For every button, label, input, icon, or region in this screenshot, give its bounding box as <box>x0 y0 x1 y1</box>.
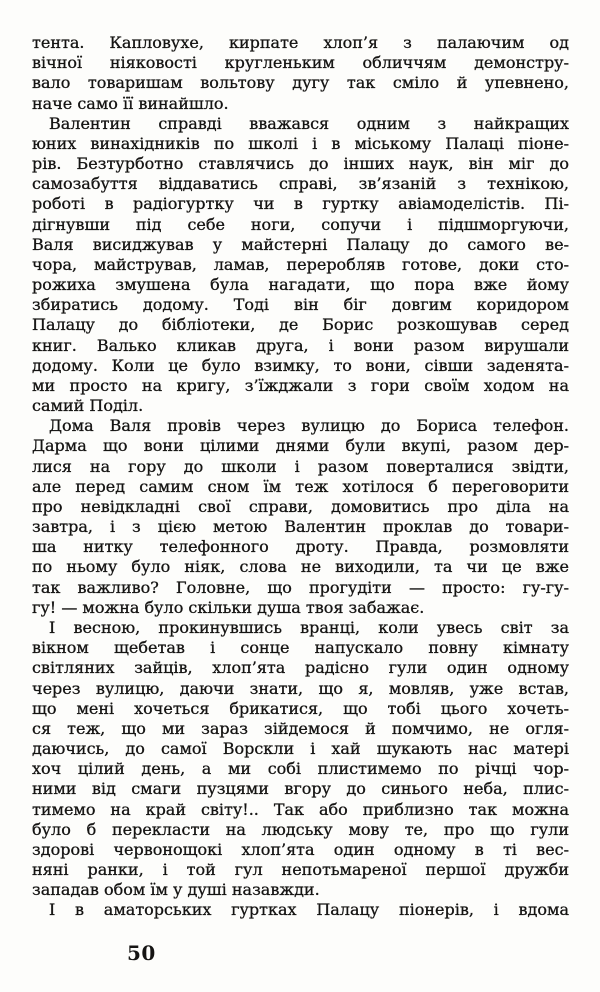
text-line: гу! — можна було скільки душа твоя забажає. <box>32 597 425 617</box>
text-line: рожиха змушена була нагадати, що пора вже йому <box>32 275 569 295</box>
text-line: ся теж, що ми зараз зійдемося й помчимо, не огля- <box>32 718 569 738</box>
text-line: але перед самим сном їм теж хотілося б переговорити <box>32 476 569 496</box>
text-line: І в аматорських гуртках Палацу піонерів, і вдома <box>49 900 569 920</box>
text-line: Дома Валя провів через вулицю до Бориса телефон. <box>49 416 569 436</box>
text-line: самий Поділ. <box>32 396 144 416</box>
text-line: чора, майстрував, ламав, переробляв готове, доки сто- <box>32 254 569 274</box>
text-line: хоч цілий день, а ми собі плистимемо по річці чор- <box>32 759 569 779</box>
text-line: дігнувши під себе ноги, сопучи і підшморгуючи, <box>32 214 569 234</box>
text-line: роботі в радіогуртку чи в гуртку авіамоделістів. Пі- <box>32 194 569 214</box>
text-line: Валентин справді вважався одним з найкращих <box>49 113 569 133</box>
text-line: няні ранки, і той гул непотьмареної першої дружби <box>32 860 569 880</box>
text-line: тента. Капловухе, кирпате хлоп’я з палаючим од <box>32 33 569 52</box>
text-line: І весною, прокинувшись вранці, коли увесь світ за <box>49 617 569 637</box>
text-line: по ньому було ніяк, слова не виходили, та чи це вже <box>32 557 569 577</box>
text-line: рів. Безтурботно ставлячись до інших наук, він міг до <box>32 154 569 174</box>
text-line: збиратись додому. Тоді він біг довгим коридором <box>32 295 569 315</box>
paragraph <box>32 618 569 900</box>
text-line: що мені хочеться брикатися, що тобі цього хочеть- <box>32 698 569 718</box>
text-line: світляних зайців, хлоп’ята радісно гули один одному <box>32 658 569 678</box>
text-line: вало товаришам вольтову дугу так сміло й упевнено, <box>32 73 569 93</box>
page-text <box>32 33 569 921</box>
text-line: завтра, і з цією метою Валентин проклав до товари- <box>32 517 569 537</box>
text-line: западав обом їм у душі назавжди. <box>32 880 320 900</box>
text-line: додому. Коли це було взимку, то вони, сівши заденята- <box>32 355 569 375</box>
text-line: вічної ніяковості кругленьким обличчям демонстру- <box>32 53 569 73</box>
text-line: ними від смаги пузцями вгору до синього неба, плис- <box>32 779 569 799</box>
text-line: Дарма що вони цілими днями були вкупі, разом дер- <box>32 436 569 456</box>
text-line: книг. Валько кликав друга, і вони разом вирушали <box>32 335 569 355</box>
paragraph <box>32 416 569 618</box>
text-line: через вулицю, даючи знати, що я, мовляв, уже встав, <box>32 678 569 698</box>
text-line: Валя висиджував у майстерні Палацу до самого ве- <box>32 234 569 254</box>
text-line: так важливо? Головне, що прогудіти — просто: гу-гу- <box>32 577 569 597</box>
text-line: тимемо на край світу!.. Так або приблизно так можна <box>32 799 569 819</box>
text-line: вікном щебетав і сонце напускало повну кімнату <box>32 638 569 658</box>
paragraph <box>32 900 569 920</box>
text-line: ми просто на кригу, з’їжджали з гори своїм ходом на <box>32 375 569 395</box>
text-line: даючись, до самої Ворскли і хай шукають нас матері <box>32 739 569 759</box>
text-line: наче само її винайшло. <box>32 93 229 113</box>
text-line: юних винахідників по школі і в міському Палаці піоне- <box>32 133 569 153</box>
paragraph <box>32 33 569 114</box>
text-line: Палацу до бібліотеки, де Борис розкошував серед <box>32 315 569 335</box>
text-line: самозабуття віддаватись справі, зв’язаній з технікою, <box>32 174 569 194</box>
text-line: було б перекласти на людську мову те, про що гули <box>32 819 569 839</box>
text-line: ша нитку телефонного дроту. Правда, розмовляти <box>32 537 569 557</box>
paragraph <box>32 114 569 417</box>
text-line: лися на гору до школи і разом поверталися звідти, <box>32 456 569 476</box>
text-line: про невідкладні свої справи, домовитись про діла на <box>32 496 569 516</box>
text-line: здорові червонощокі хлоп’ята один одному в ті вес- <box>32 839 569 859</box>
page-number: 50 <box>127 941 156 965</box>
